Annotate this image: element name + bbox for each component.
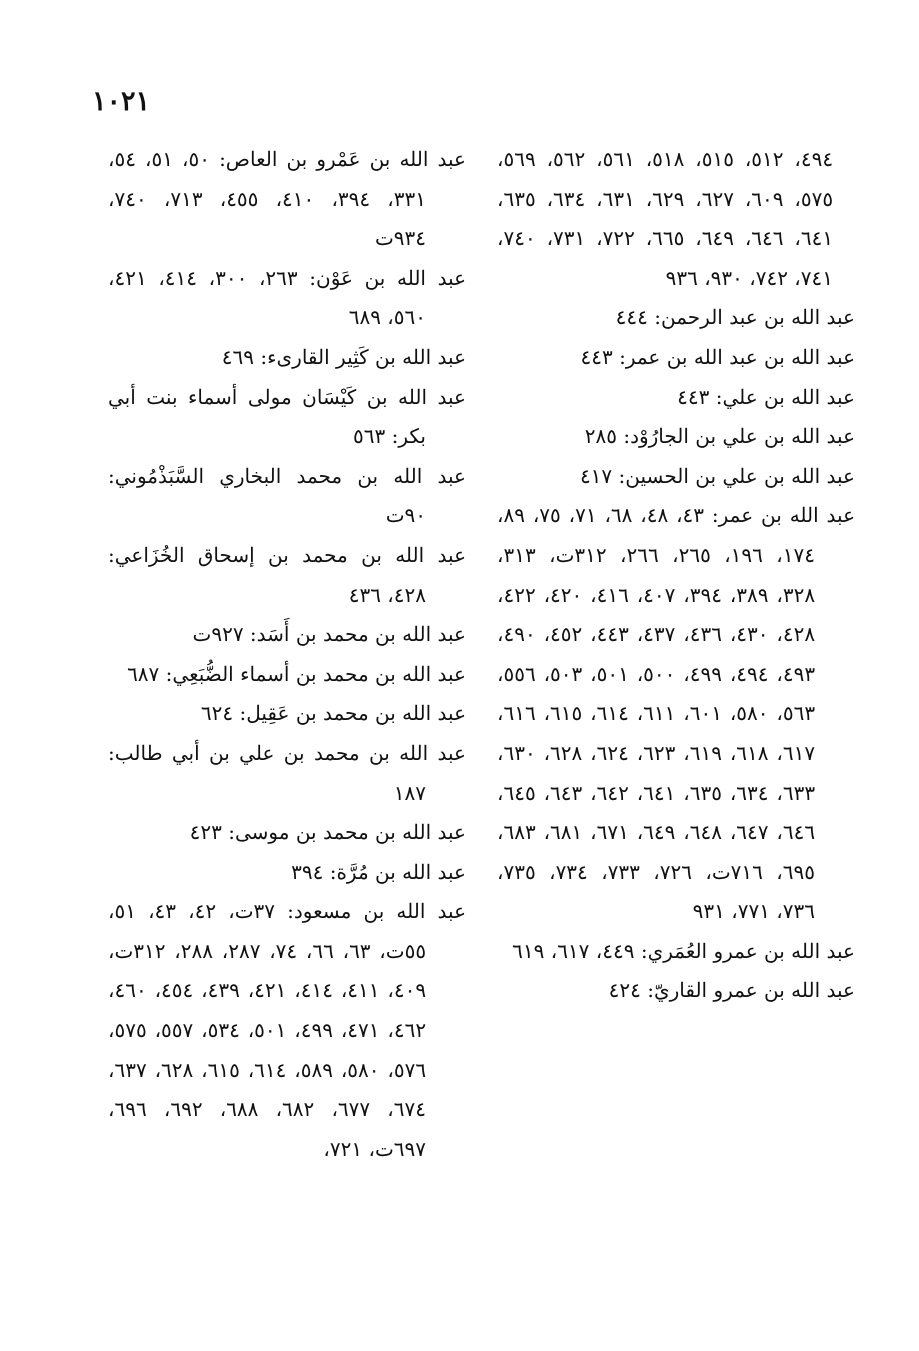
entry-name: عبد الله بن محمد بن أسماء الضُّبَعِي:	[165, 661, 466, 686]
page-number: ١٠٢١	[92, 86, 151, 117]
left-column	[108, 140, 466, 1169]
entry-refs: ٤٢٤	[608, 978, 641, 1003]
entry-name: عبد الله بن كَيْسَان مولى أسماء بنت أبي بكر:	[108, 384, 466, 449]
index-entry	[497, 932, 855, 972]
entry-refs: ٤٤٩، ٦١٧، ٦١٩	[512, 938, 635, 963]
index-entry	[108, 457, 466, 536]
entry-refs: ٤٣، ٤٨، ٦٨، ٧١، ٧٥، ٨٩، ١٧٤، ١٩٦، ٢٦٥، ٢٦٦، ٣١٢ت، ٣١٣، ٣٢٨، ٣٨٩، ٣٩٤، ٤٠٧، ٤١٦، ٤٢٠، ٤٢٢، ٤٢٨، ٤٣٠، ٤٣٦، ٤٣٧، ٤٤٣، ٤٥٢، ٤٩٠، ٤٩٣، ٤٩٤، ٤٩٩، ٥٠٠، ٥٠١، ٥٠٣، ٥٥٦، ٥٦٣، ٥٨٠، ٦٠١، ٦١١، ٦١٤، ٦١٥، ٦١٦، ٦١٧، ٦١٨، ٦١٩، ٦٢٣، ٦٢٤، ٦٢٨، ٦٣٠، ٦٣٣، ٦٣٤، ٦٣٥، ٦٤١، ٦٤٢، ٦٤٣، ٦٤٥، ٦٤٦، ٦٤٧، ٦٤٨، ٦٤٩، ٦٧١، ٦٨١، ٦٨٣، ٦٩٥، ٧١٦ت، ٧٢٦، ٧٣٣، ٧٣٤، ٧٣٥، ٧٣٦، ٧٧١، ٩٣١	[497, 503, 816, 924]
entry-name: عبد الله بن علي بن الجارُوْد:	[623, 424, 855, 449]
index-entry	[108, 734, 466, 813]
entry-refs: ٩٠ت	[385, 503, 426, 528]
index-entry	[108, 259, 466, 338]
entry-name: عبد الله بن مسعود:	[287, 899, 466, 924]
index-entry	[108, 338, 466, 378]
entry-name: عبد الله بن محمد البخاري السَّبَذْمُوني:	[108, 463, 466, 488]
index-entry	[497, 378, 855, 418]
entry-name: عبد الله بن محمد بن موسى:	[228, 820, 466, 845]
index-entry	[497, 971, 855, 1011]
entry-refs: ٢٦٣، ٣٠٠، ٤١٤، ٤٢١، ٥٦٠، ٦٨٩	[108, 265, 426, 330]
entry-name: عبد الله بن مُرَّة:	[329, 859, 466, 884]
entry-refs: ٥٦٣	[353, 424, 386, 449]
index-entry	[108, 378, 466, 457]
entry-refs: ٦٨٧	[127, 661, 160, 686]
entry-name: عبد الله بن علي:	[715, 384, 855, 409]
entry-name: عبد الله بن عمر:	[711, 503, 856, 528]
index-entry	[108, 536, 466, 615]
entry-name: عبد الله بن عبد الله بن عمر:	[619, 344, 855, 369]
entry-refs: ٦٢٤	[200, 701, 234, 726]
entry-name: عبد الله بن محمد بن أَسَد:	[249, 622, 466, 647]
entry-name: عبد الله بن عمرو القاريّ:	[647, 978, 855, 1003]
index-entry	[108, 694, 466, 734]
index-entry	[108, 813, 466, 853]
entry-refs: ٤٢٨، ٤٣٦	[348, 582, 426, 607]
entry-refs: ١٨٧	[393, 780, 426, 805]
entry-refs: ٤٤٣	[677, 384, 710, 409]
entry-name: عبد الله بن عبد الرحمن:	[654, 305, 855, 330]
index-entry	[497, 457, 855, 497]
entry-name: عبد الله بن محمد بن عَقِيل:	[239, 701, 466, 726]
entry-refs: ٤٤٤	[615, 305, 648, 330]
entry-refs: ٣٩٤	[291, 859, 324, 884]
index-entry	[108, 853, 466, 893]
index-entry	[497, 298, 855, 338]
entry-name: عبد الله بن محمد بن إسحاق الخُزَاعي:	[108, 542, 466, 567]
entry-refs: ٩٢٧ت	[192, 622, 244, 647]
entry-name: عبد الله بن عَمْرو بن العاص:	[219, 147, 466, 171]
index-entry	[497, 496, 855, 932]
entry-name: عبد الله بن عَوْن:	[309, 265, 467, 290]
entry-refs: ٣٧ت، ٤٢، ٤٣، ٥١، ٥٥ت، ٦٣، ٦٦، ٧٤، ٢٨٧، ٢٨٨، ٣١٢ت، ٤٠٩، ٤١١، ٤١٤، ٤٢١، ٤٣٩، ٤٥٤، ٤٦٠، ٤٦٢، ٤٧١، ٤٩٩، ٥٠١، ٥٣٤، ٥٥٧، ٥٧٥، ٥٧٦، ٥٨٠، ٥٨٩، ٦١٤، ٦١٥، ٦٢٨، ٦٣٧، ٦٧٤، ٦٧٧، ٦٨٢، ٦٨٨، ٦٩٢، ٦٩٦، ٦٩٧ت، ٧٢١،	[108, 899, 427, 1161]
index-entry	[497, 417, 855, 457]
index-entry	[108, 892, 466, 1169]
entry-name: عبد الله بن علي بن الحسين:	[618, 463, 855, 488]
continuation-block	[497, 140, 855, 298]
index-entry	[108, 615, 466, 655]
index-entry	[108, 140, 466, 259]
entry-refs: ٤٢٣	[189, 820, 222, 845]
entry-name: عبد الله بن كَثِير القارىء:	[260, 344, 466, 369]
continuation-refs: ٤٩٤، ٥١٢، ٥١٥، ٥١٨، ٥٦١، ٥٦٢، ٥٦٩، ٥٧٥، ٦٠٩، ٦٢٧، ٦٢٩، ٦٣١، ٦٣٤، ٦٣٥، ٦٤١، ٦٤٦، ٦٤٩، ٦٦٥، ٧٢٢، ٧٣١، ٧٤٠، ٧٤١، ٧٤٢، ٩٣٠، ٩٣٦	[497, 147, 834, 290]
entry-refs: ٥٠، ٥١، ٥٤، ٣٣١، ٣٩٤، ٤١٠، ٤٥٥، ٧١٣، ٧٤٠، ٩٣٤ت	[108, 147, 426, 251]
right-column	[497, 140, 855, 1011]
entry-refs: ٤٤٣	[580, 344, 613, 369]
entry-refs: ٢٨٥	[584, 424, 617, 449]
entry-name: عبد الله بن محمد بن علي بن أبي طالب:	[108, 740, 466, 765]
index-entry	[497, 338, 855, 378]
index-entry	[108, 655, 466, 695]
entry-name: عبد الله بن عمرو العُمَري:	[640, 938, 855, 963]
entry-refs: ٤١٧	[579, 463, 613, 488]
entry-refs: ٤٦٩	[221, 344, 255, 369]
